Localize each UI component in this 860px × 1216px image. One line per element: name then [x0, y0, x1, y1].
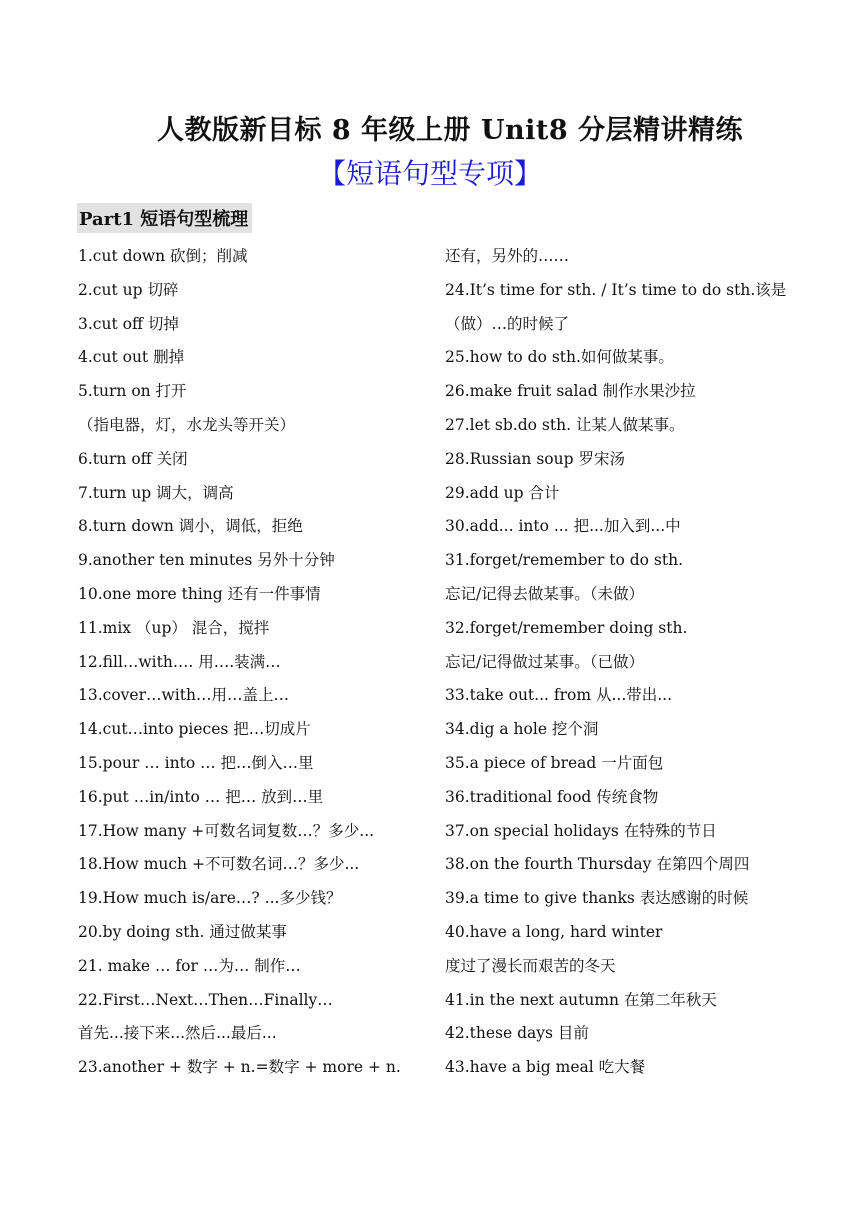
page-title: 人教版新目标 8 年级上册 Unit8 分层精讲精练: [156, 115, 744, 146]
phrase-line: 忘记/记得去做某事。（未做）: [445, 584, 644, 603]
phrase-line: 36.traditional food 传统食物: [445, 787, 659, 806]
phrase-line: 27.let sb.do sth. 让某人做某事。: [445, 415, 685, 434]
phrase-line: 33.take out... from 从...带出...: [445, 686, 673, 705]
phrase-line: 18.How much +不可数名词…？多少...: [78, 855, 360, 874]
phrase-line: 16.put …in/into … 把… 放到…里: [78, 787, 324, 806]
phrase-line: 42.these days 目前: [445, 1024, 589, 1043]
phrase-line: 24.It’s time for sth. / It’s time to do sth.该是: [445, 280, 787, 299]
phrase-line: 39.a time to give thanks 表达感谢的时候: [445, 889, 749, 908]
phrase-line: 7.turn up 调大，调高: [78, 483, 234, 502]
phrase-line: 15.pour … into … 把…倒入…里: [78, 753, 314, 772]
phrase-line: 34.dig a hole 挖个洞: [445, 720, 599, 739]
phrase-line: 38.on the fourth Thursday 在第四个周四: [445, 855, 750, 874]
phrase-line: 30.add... into ... 把...加入到...中: [445, 517, 681, 536]
phrase-line: （做）…的时候了: [445, 314, 570, 333]
phrase-line: 32.forget/remember doing sth.: [445, 618, 688, 637]
phrase-line: 21. make … for …为… 制作…: [78, 956, 301, 975]
phrase-line: 12.fill…with…. 用….装满…: [78, 652, 281, 671]
phrase-line: 11.mix （up） 混合，搅拌: [78, 618, 270, 637]
phrase-line: 29.add up 合计: [445, 483, 560, 502]
phrase-line: 37.on special holidays 在特殊的节日: [445, 821, 717, 840]
phrase-line: 3.cut off 切掉: [78, 314, 179, 333]
phrase-line: 还有，另外的……: [445, 247, 570, 265]
phrase-line: 22.First…Next…Then…Finally…: [78, 990, 333, 1009]
phrase-list-right: [445, 240, 795, 1085]
phrase-line: 35.a piece of bread 一片面包: [445, 753, 664, 772]
phrase-line: 40.have a long, hard winter: [445, 922, 663, 941]
phrase-line: 2.cut up 切碎: [78, 280, 179, 299]
phrase-line: 6.turn off 关闭: [78, 449, 188, 468]
phrase-line: 忘记/记得做过某事。（已做）: [445, 652, 644, 671]
phrase-line: 17.How many +可数名词复数…？多少...: [78, 821, 375, 840]
phrase-line: 19.How much is/are…? ...多少钱？: [78, 889, 342, 908]
phrase-line: 9.another ten minutes 另外十分钟: [78, 551, 335, 570]
page-subtitle: 【短语句型专项】: [317, 157, 542, 190]
phrase-line: 31.forget/remember to do sth.: [445, 551, 684, 570]
phrase-line: 10.one more thing 还有一件事情: [78, 584, 321, 603]
phrase-line: 4.cut out 删掉: [78, 348, 185, 367]
phrase-line: （指电器，灯，水龙头等开关）: [78, 415, 296, 434]
phrase-line: 43.have a big meal 吃大餐: [445, 1058, 646, 1077]
phrase-line: 首先...接下来...然后...最后...: [78, 1024, 277, 1043]
phrase-line: 25.how to do sth.如何做某事。: [445, 348, 674, 367]
phrase-line: 23.another + 数字 + n.=数字 + more + n.: [78, 1058, 401, 1077]
phrase-line: 8.turn down 调小，调低，拒绝: [78, 517, 303, 536]
phrase-line: 1.cut down 砍倒；削减: [78, 247, 248, 265]
phrase-line: 28.Russian soup 罗宋汤: [445, 449, 625, 468]
part-heading: Part1 短语句型梳理: [77, 203, 252, 233]
phrase-line: 26.make fruit salad 制作水果沙拉: [445, 382, 696, 401]
phrase-line: 41.in the next autumn 在第二年秋天: [445, 990, 717, 1009]
phrase-list-left: [78, 240, 448, 1085]
phrase-line: 13.cover…with…用…盖上…: [78, 686, 289, 705]
phrase-line: 度过了漫长而艰苦的冬天: [445, 956, 616, 975]
phrase-line: 5.turn on 打开: [78, 382, 187, 401]
phrase-line: 20.by doing sth. 通过做某事: [78, 922, 287, 941]
phrase-line: 14.cut…into pieces 把…切成片: [78, 720, 311, 739]
